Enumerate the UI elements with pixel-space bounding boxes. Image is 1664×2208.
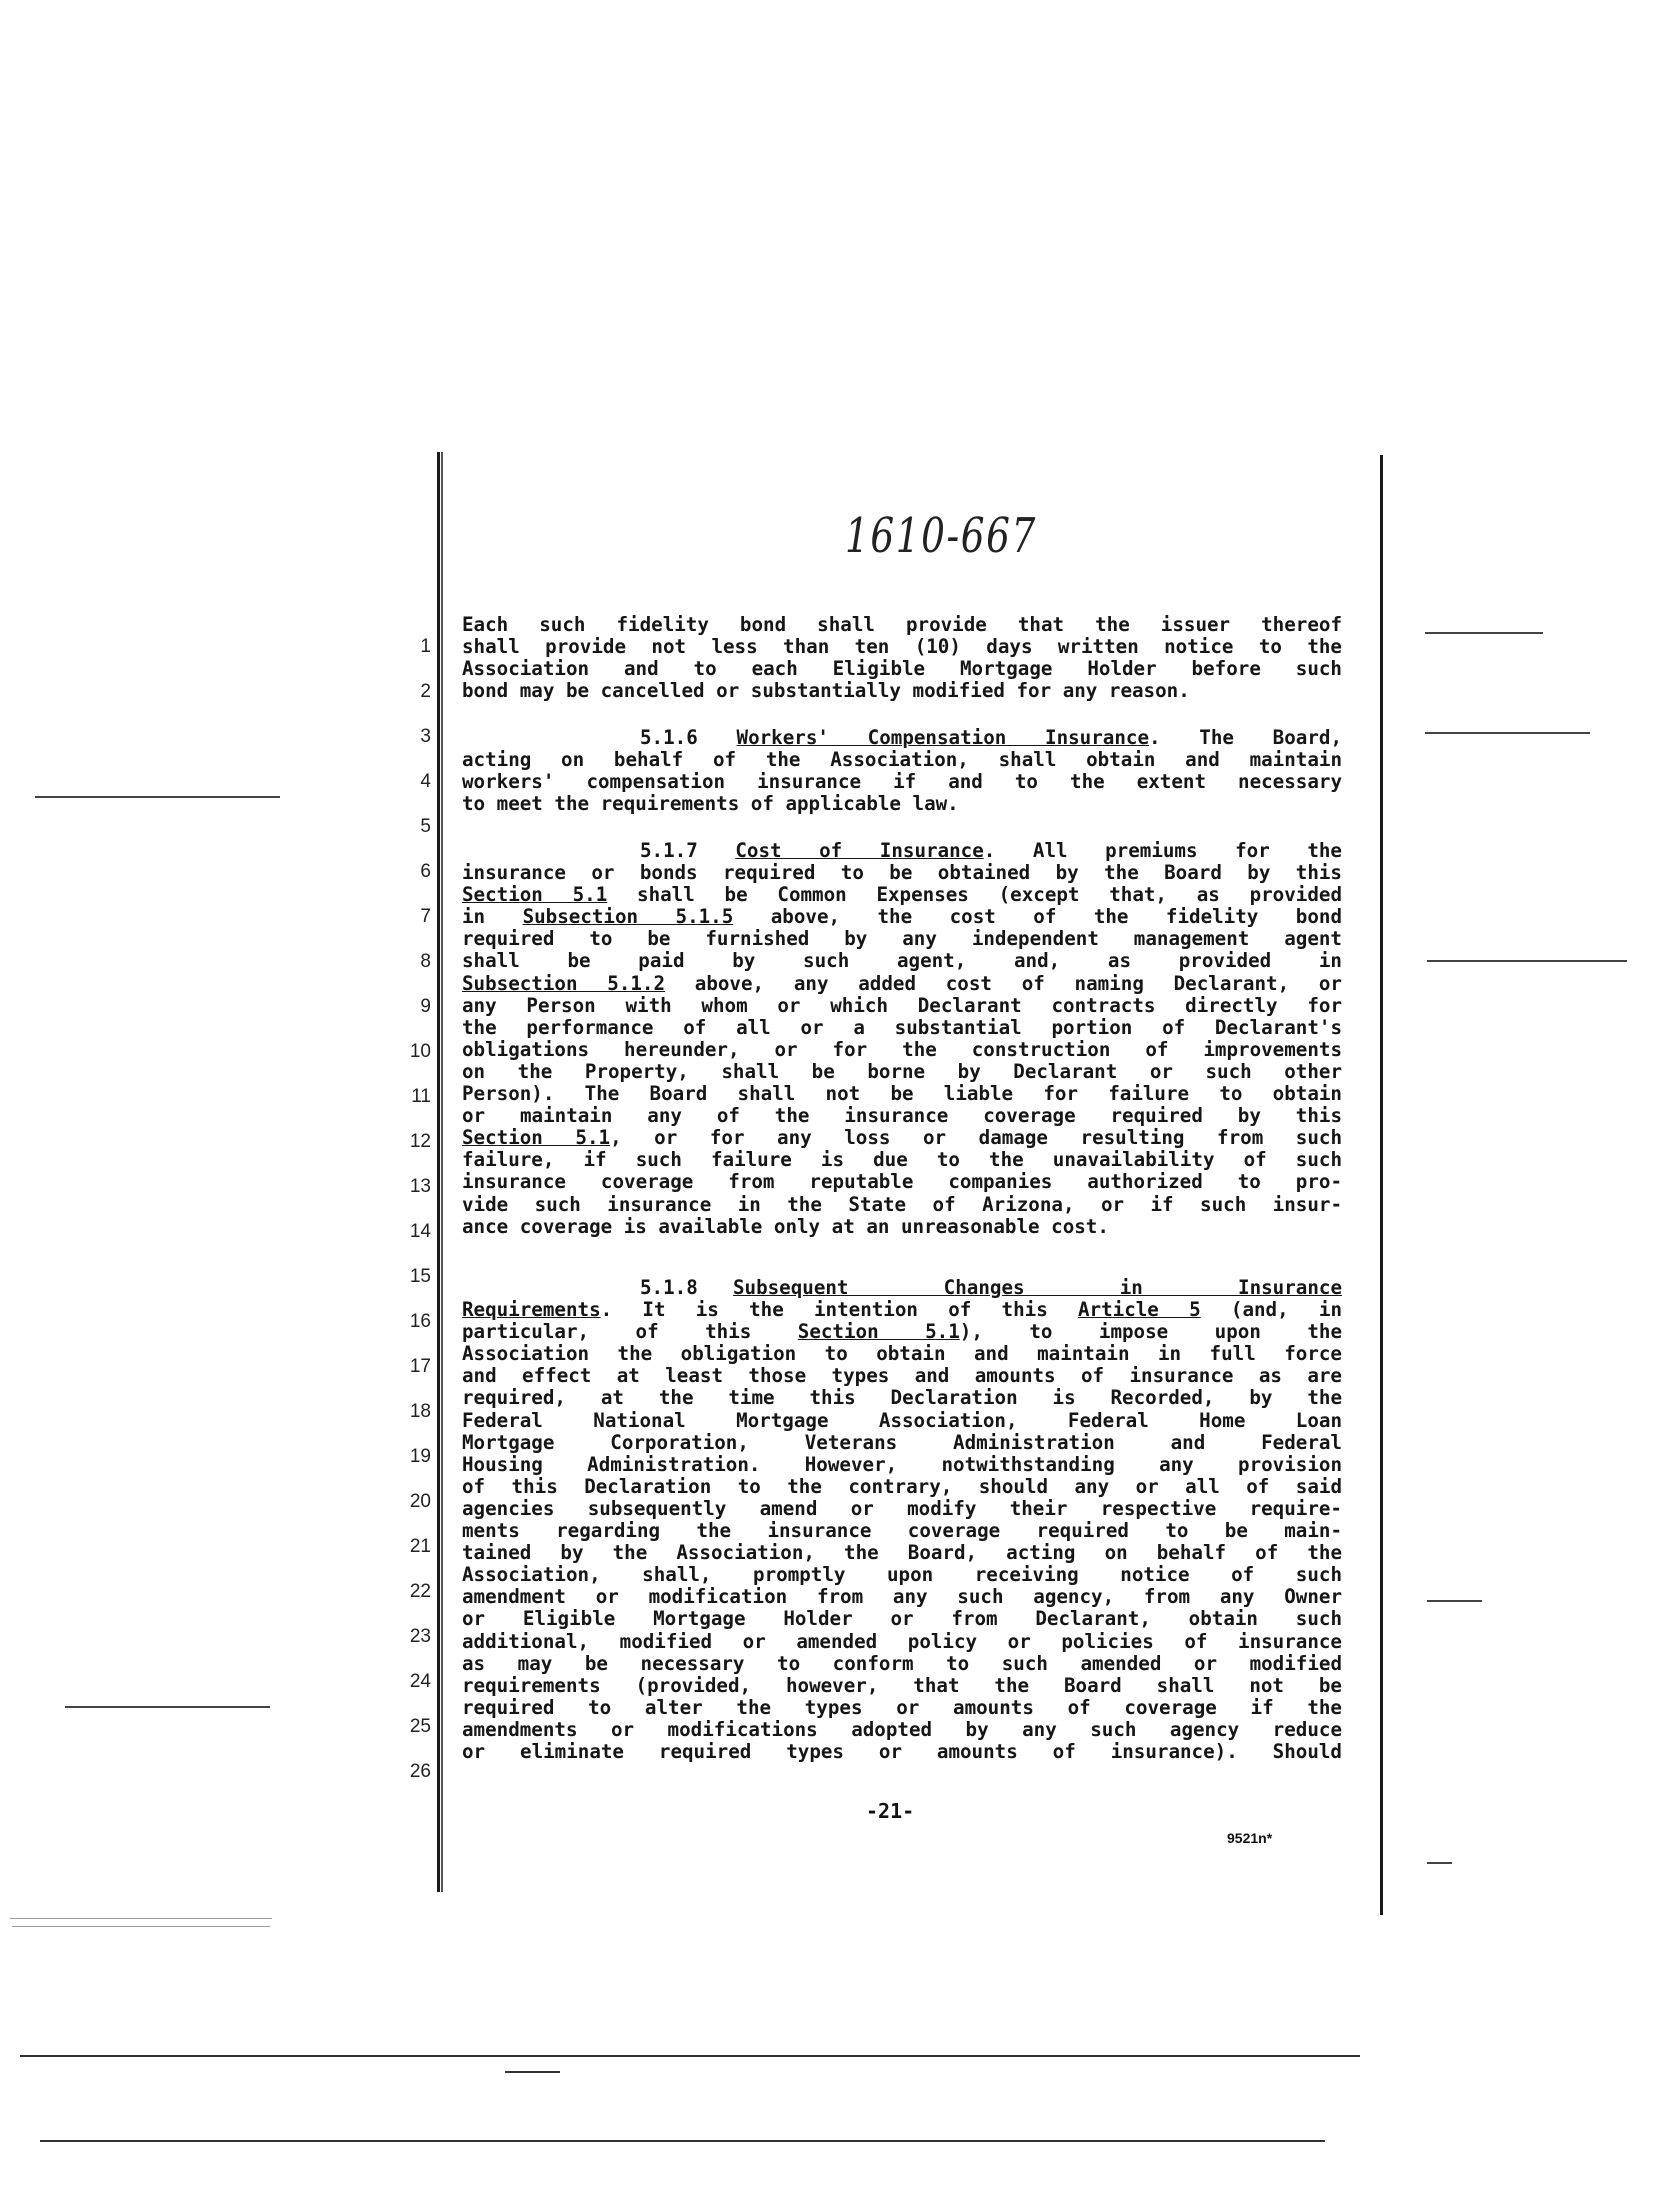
margin-mark	[35, 796, 280, 798]
text-line: Federal National Mortgage Association, Federal Home Loan	[462, 1408, 1342, 1432]
line-number: 26	[409, 1761, 431, 1782]
margin-mark	[1427, 1862, 1452, 1864]
text-line: acting on behalf of the Association, shall obtain and maintain	[462, 748, 1342, 772]
line-number: 14	[409, 1221, 431, 1242]
section-number: 5.1.6	[640, 726, 698, 749]
text-line: shall be paid by such agent, and, as provided in	[462, 949, 1342, 973]
text-line: agencies subsequently amend or modify their respective require-	[462, 1496, 1342, 1520]
line-number: 18	[409, 1401, 431, 1422]
text-line: the performance of all or a substantial portion of Declarant's	[462, 1015, 1342, 1039]
text-line	[462, 906, 1342, 928]
line-number: 8	[420, 951, 431, 972]
section-heading: Subsequent Changes in Insurance	[732, 1276, 1342, 1299]
text-line: required, at the time this Declaration is Recorded, by the	[462, 1386, 1342, 1410]
line-number: 20	[409, 1491, 431, 1512]
line-number: 10	[409, 1041, 431, 1062]
margin-mark	[65, 1706, 270, 1708]
text-line: ance coverage is available only at an unreasonable cost.	[462, 1214, 1109, 1238]
line-number: 4	[420, 771, 431, 792]
text-line: Mortgage Corporation, Veterans Administration and Federal	[462, 1430, 1342, 1454]
line-number: 19	[409, 1446, 431, 1467]
line-number: 13	[409, 1176, 431, 1197]
text-run: particular, of this	[462, 1320, 798, 1344]
text-line: ments regarding the insurance coverage required to be main-	[462, 1519, 1342, 1543]
text-line	[462, 1321, 1342, 1343]
text-line: obligations hereunder, or for the construction of improvements	[462, 1037, 1342, 1061]
margin-mark	[1425, 732, 1590, 734]
line-number: 3	[420, 726, 431, 747]
text-line: Association the obligation to obtain and maintain in full force	[462, 1342, 1342, 1366]
text-line: failure, if such failure is due to the unavailability of such	[462, 1148, 1342, 1172]
cross-reference: Subsection 5.1.2	[462, 971, 666, 995]
left-margin-rule	[437, 452, 440, 1892]
section-number: 5.1.8	[640, 1276, 698, 1299]
text-line	[462, 973, 1342, 995]
text-run: . It is the intention of this	[600, 1298, 1078, 1322]
text-line: or Eligible Mortgage Holder or from Declarant, obtain such	[462, 1607, 1342, 1631]
text-run: above, the cost of the fidelity bond	[733, 905, 1342, 929]
text-run: in	[462, 905, 523, 929]
line-number: 24	[409, 1671, 431, 1692]
cross-reference: Section 5.1	[462, 1126, 611, 1150]
text-line: Association, shall, promptly upon receiving notice of such	[462, 1563, 1342, 1587]
margin-mark	[12, 1926, 270, 1927]
line-number: 15	[409, 1266, 431, 1287]
text-line: or eliminate required types or amounts of insurance). Should	[462, 1739, 1342, 1763]
cross-reference: Section 5.1	[462, 883, 608, 907]
text-line	[462, 840, 1342, 862]
line-number: 16	[409, 1311, 431, 1332]
text-line: and effect at least those types and amounts of insurance as are	[462, 1364, 1342, 1388]
margin-mark	[1425, 632, 1543, 634]
text-line: Person). The Board shall not be liable for failure to obtain	[462, 1082, 1342, 1106]
text-line: bond may be cancelled or substantially modified for any reason.	[462, 679, 1190, 703]
text-line: Each such fidelity bond shall provide that the issuer thereof	[462, 613, 1342, 636]
line-number: 9	[420, 996, 431, 1017]
text-run: ), to impose upon the	[959, 1320, 1342, 1344]
margin-mark	[1427, 1600, 1482, 1602]
text-line: amendments or modifications adopted by any such agency reduce	[462, 1717, 1342, 1741]
line-number: 6	[420, 861, 431, 882]
text-line	[462, 727, 1342, 749]
bottom-scan-rule	[505, 2071, 560, 2073]
text-line: requirements (provided, however, that the Board shall not be	[462, 1673, 1342, 1697]
section-5-1-6	[462, 727, 1342, 815]
paragraph-fidelity-bond	[462, 614, 1342, 702]
text-line: tained by the Association, the Board, acting on behalf of the	[462, 1541, 1342, 1565]
text-line: Association and to each Eligible Mortgage Holder before such	[462, 657, 1342, 681]
section-number: 5.1.7	[640, 839, 698, 862]
cross-reference: Article 5	[1078, 1298, 1201, 1322]
line-number: 1	[420, 636, 431, 657]
text-line	[462, 1299, 1342, 1321]
text-line: required to be furnished by any independent management agent	[462, 927, 1342, 951]
section-heading: Workers' Compensation Insurance	[736, 726, 1149, 749]
line-number: 17	[409, 1356, 431, 1377]
page-number: -21-	[866, 1799, 915, 1823]
line-number: 12	[409, 1131, 431, 1152]
text-line: on the Property, shall be borne by Declarant or such other	[462, 1059, 1342, 1083]
text-line: shall provide not less than ten (10) days written notice to the	[462, 635, 1342, 659]
text-line	[462, 1127, 1342, 1149]
text-line: of this Declaration to the contrary, should any or all of said	[462, 1474, 1342, 1498]
line-number: 5	[420, 816, 431, 837]
section-heading-continued: Requirements	[462, 1298, 601, 1322]
text-line: or maintain any of the insurance coverage required by this	[462, 1104, 1342, 1128]
text-line: additional, modified or amended policy or policies of insurance	[462, 1629, 1342, 1653]
text-line: insurance or bonds required to be obtained by the Board by this	[462, 861, 1342, 885]
bottom-scan-rule	[40, 2140, 1325, 2142]
margin-mark	[10, 1918, 272, 1919]
bottom-scan-rule	[20, 2055, 1360, 2057]
line-number: 21	[409, 1536, 431, 1557]
text-run: , or for any loss or damage resulting from such	[610, 1126, 1343, 1150]
text-line: Housing Administration. However, notwithstanding any provision	[462, 1452, 1342, 1476]
line-number: 11	[411, 1086, 431, 1107]
text-run: . The Board,	[1149, 726, 1342, 749]
cross-reference: Section 5.1	[797, 1320, 960, 1344]
recording-stamp: 1610-667	[845, 508, 1037, 564]
text-line: vide such insurance in the State of Arizona, or if such insur-	[462, 1192, 1342, 1216]
text-line	[462, 884, 1342, 906]
section-5-1-7	[462, 840, 1342, 1238]
text-line: as may be necessary to conform to such amended or modified	[462, 1651, 1342, 1675]
text-line: amendment or modification from any such agency, from any Owner	[462, 1585, 1342, 1609]
text-line: required to alter the types or amounts of coverage if the	[462, 1695, 1342, 1719]
margin-mark	[1427, 960, 1627, 962]
right-margin-rule	[1380, 455, 1383, 1915]
text-line: workers' compensation insurance if and to the extent necessary	[462, 770, 1342, 794]
text-run: shall be Common Expenses (except that, as provided	[607, 883, 1342, 907]
line-number: 23	[409, 1626, 431, 1647]
section-heading: Cost of Insurance	[735, 839, 984, 862]
line-number: 22	[409, 1581, 431, 1602]
document-code: 9521n*	[1227, 1830, 1273, 1846]
text-line	[462, 1277, 1342, 1299]
text-run: (and, in	[1200, 1298, 1342, 1322]
text-run: . All premiums for the	[983, 839, 1342, 862]
left-margin-rule-inner	[441, 452, 443, 1892]
text-line: insurance coverage from reputable companies authorized to pro-	[462, 1170, 1342, 1194]
section-5-1-8	[462, 1277, 1342, 1763]
text-run: above, any added cost of naming Declarant, or	[665, 971, 1342, 995]
line-number: 2	[420, 681, 431, 702]
line-number: 25	[409, 1716, 431, 1737]
cross-reference: Subsection 5.1.5	[522, 905, 734, 929]
line-number: 7	[420, 906, 431, 927]
text-line: any Person with whom or which Declarant contracts directly for	[462, 993, 1342, 1017]
text-line: to meet the requirements of applicable law.	[462, 792, 959, 816]
